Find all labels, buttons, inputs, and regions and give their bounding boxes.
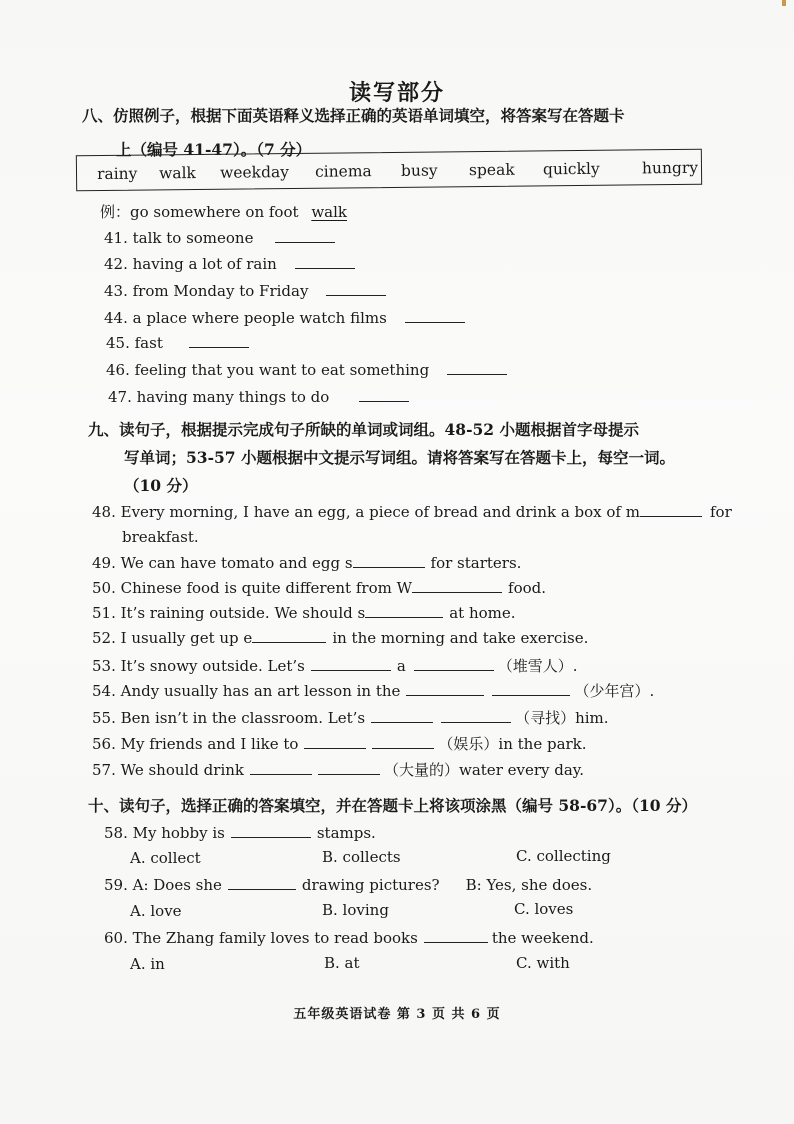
option-59-c[interactable]: C. loves [514,900,574,918]
word-bank-item: busy [400,161,438,180]
answer-blank[interactable] [295,254,355,269]
question-52-tail: in the morning and take exercise. [332,629,589,647]
question-41 [104,228,335,247]
option-58-a[interactable]: A. collect [130,849,201,867]
question-49 [92,553,521,572]
question-60-tail: the weekend. [491,929,594,947]
question-48-text: 48. Every morning, I have an egg, a piece of bread and drink a box of m [92,503,640,521]
answer-blank[interactable] [424,928,488,943]
option-58-c[interactable]: C. collecting [516,847,611,865]
answer-blank[interactable] [640,502,702,517]
question-59 [104,875,592,894]
question-53-tail: （堆雪人）. [497,657,578,675]
question-59-text: 59. A: Does she [104,876,222,894]
answer-blank[interactable] [414,656,494,671]
question-48 [92,502,732,521]
question-53 [92,655,578,676]
answer-blank[interactable] [365,603,443,618]
question-58-text: 58. My hobby is [104,824,225,842]
question-51-text: 51. It’s raining outside. We should s [92,604,366,622]
example-answer: walk [311,203,347,221]
question-54 [92,680,654,701]
word-bank-item: quickly [542,159,600,179]
option-60-a[interactable]: A. in [130,955,165,973]
question-46-text: 46. feeling that you want to eat something [106,361,430,379]
question-41-text: 41. talk to someone [104,229,254,247]
question-45 [106,333,249,352]
word-bank-item: weekday [219,163,290,182]
question-48-tail: for [709,503,732,521]
question-50-text: 50. Chinese food is quite different from W [92,579,413,597]
question-51 [92,603,516,622]
question-43-text: 43. from Monday to Friday [104,282,309,300]
page-footer: 五年级英语试卷 第 3 页 共 6 页 [293,1007,501,1022]
answer-blank[interactable] [311,656,391,671]
section8-heading-line1: 八、仿照例子，根据下面英语释义选择正确的英语单词填空，将答案写在答题卡 [82,106,625,125]
question-42 [104,254,355,273]
question-55 [92,707,609,728]
question-58-tail: stamps. [316,824,376,842]
corner-mark [782,0,786,6]
question-49-tail: for starters. [430,554,522,572]
question-56-text: 56. My friends and I like to [92,735,299,753]
question-57-tail: （大量的）water every day. [384,761,585,779]
answer-blank[interactable] [353,553,425,568]
answer-blank[interactable] [359,387,409,402]
question-52-text: 52. I usually get up e [92,629,253,647]
answer-blank[interactable] [441,708,511,723]
section8-heading-line2: 上（编号 41-47）。（7 分） [116,140,312,159]
question-49-text: 49. We can have tomato and egg s [92,554,353,572]
question-45-text: 45. fast [106,334,163,352]
question-50 [92,578,546,597]
question-57-text: 57. We should drink [92,761,244,779]
question-42-text: 42. having a lot of rain [104,255,277,273]
answer-blank[interactable] [492,681,570,696]
answer-blank[interactable] [228,875,296,890]
answer-blank[interactable] [405,308,465,323]
question-53-middle: a [396,657,406,675]
question-57 [92,759,584,780]
answer-blank[interactable] [318,760,380,775]
word-bank-item: cinema [314,162,372,181]
question-54-tail: （少年宫）. [574,682,655,700]
option-60-b[interactable]: B. at [324,954,360,972]
answer-blank[interactable] [275,228,335,243]
word-bank-item: hungry [641,158,699,178]
answer-blank[interactable] [250,760,312,775]
option-59-b[interactable]: B. loving [322,901,389,919]
question-55-tail: （寻找）him. [515,709,609,727]
section9-heading-line1: 九、读句子，根据提示完成句子所缺的单词或词组。48-52 小题根据首字母提示 [88,420,639,439]
answer-blank[interactable] [372,734,434,749]
section9-heading-line2: 写单词；53-57 小题根据中文提示写词组。请将答案写在答题卡上，每空一词。 [124,448,675,467]
question-55-text: 55. Ben isn’t in the classroom. Let’s [92,709,366,727]
answer-blank[interactable] [412,578,502,593]
question-59-tail: drawing pictures? [301,876,440,894]
page-title: 读写部分 [348,80,445,106]
question-59-reply: B: Yes, she does. [465,876,593,894]
example-prompt: 例：go somewhere on foot [100,203,299,221]
question-56-tail: （娱乐）in the park. [438,735,587,753]
section10-heading: 十、读句子，选择正确的答案填空，并在答题卡上将该项涂黑（编号 58-67）。（10 分） [88,796,697,815]
word-bank-item: walk [158,164,196,183]
answer-blank[interactable] [406,681,484,696]
word-bank-item: rainy [96,164,138,184]
answer-blank[interactable] [326,281,386,296]
answer-blank[interactable] [304,734,366,749]
question-60-text: 60. The Zhang family loves to read books [104,929,418,947]
question-58 [104,823,376,842]
question-44 [104,308,465,327]
answer-blank[interactable] [371,708,433,723]
answer-blank[interactable] [231,823,311,838]
question-44-text: 44. a place where people watch films [104,309,387,327]
answer-blank[interactable] [447,360,507,375]
word-bank [76,149,702,192]
question-56 [92,733,587,754]
answer-blank[interactable] [189,333,249,348]
section9-heading-line3: （10 分） [124,476,198,495]
option-59-a[interactable]: A. love [130,902,182,920]
word-bank-item: speak [468,160,515,180]
example-line [100,201,347,222]
question-54-text: 54. Andy usually has an art lesson in the [92,682,401,700]
question-60 [104,928,594,947]
answer-blank[interactable] [252,628,326,643]
question-52 [92,628,588,647]
question-48-continued: breakfast. [122,528,199,546]
question-47 [108,387,409,406]
question-46 [106,360,507,379]
question-47-text: 47. having many things to do [108,388,330,406]
option-60-c[interactable]: C. with [516,954,570,972]
question-51-tail: at home. [449,604,516,622]
question-53-text: 53. It’s snowy outside. Let’s [92,657,305,675]
question-43 [104,281,386,300]
question-50-tail: food. [508,579,547,597]
option-58-b[interactable]: B. collects [322,848,401,866]
